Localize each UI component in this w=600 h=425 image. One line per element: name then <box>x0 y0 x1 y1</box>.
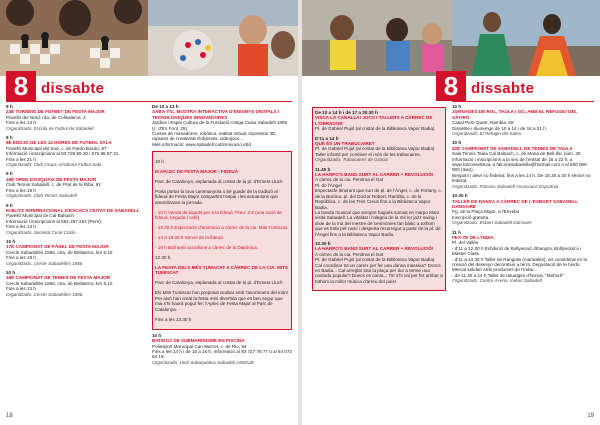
day-name-right: dissabte <box>471 80 535 97</box>
event-item: 11 h FES-TE DE L'ÍNDIA Pl. del Vallès - d'11 a 12.30 h Exhibició de Bollywood, Bhangra, Bollywood a i Màster Class - d'11 a 13.30 h Taller de Rangolis (mandales), art considerat en la creació del desenyo decoratius a terra. Degustació de te hindú. Mercat solidari amb productes de l'Índia... - de 11.30 a 14 h Taller de tatuatges d'henna, "Mehndi" Organitzado: Centre Asena, Indian Sabadell <box>452 229 588 284</box>
event-item: 10 h 52È CAMPIONAT DE SABADELL DE TENNIS DE TAULA Sala Tennis Taula Cal Balsach, c. de Maria de Bell-lloc núm. 35 Informació i inscripcions a la seu de l'entitat de 18 a 22 h, a www.falconsetttcat, a falconssabadella@hotmail.com o al 600 056 960 (Isan). Benjamí i aleví no federat: fins a les 14 h. De 16.30 a 20 h sènior no federat. Organitzado: Falcons Sabadell Associació Esportiva <box>452 140 591 189</box>
page-number-right: 19 <box>587 413 594 419</box>
event-item: 10 h BATEIGS DE SUBMARINISME EN PISCINA Poliesport Municipal Can Marcet, c. de Rio, 54 Fins a les 14 h i de 15 a 18 h. Informació al 93 727 76 77 o al 64 072 64 19. Organitzado: Unió Subaquàtica Sabadell UNISUB <box>152 332 292 365</box>
right-column-1 <box>312 104 446 294</box>
event-item: De 10 a 13 h SABA-TIC, MOSTRA INTERACTIVA D'ENGINYS DIGITALS I TECNOLÒGIQUES INNOVADORES Jardins i Espai Cultura de la Fundació Antiga Caixa Sabadell 1859 (c. d'En Font, 25) Cursos de manadores, robòtica, realitat virtual, impressió 3D, rapsans de creativitat d'objectes, videojocs... Més informació: www.sabadell.cat/innovacio.ebd <box>152 104 288 147</box>
event-item: D'11 a 14 h QUÈ ÉS UN TRABUCAIRE? Pl. de Gabriel Pujol (al costat de la Biblioteca Vapor Badia) Taller infantil per conèixer el món de les trabucaires. Organitzado: Trabucaires de Gràcia <box>315 135 435 163</box>
event-item: 10 h 17È CAMPIONAT DE PÀDEL DE FESTA MAJOR Cercle Sabadellès 1856, ctra. de Bellaterra, km 5,10 Fins a les 18 h Organitzado: Cercle Sabadellès 1856 <box>6 238 113 266</box>
right-column-2 <box>452 104 594 288</box>
left-photo-strip <box>0 0 298 76</box>
day-number-left: 8 <box>6 71 36 101</box>
left-column-1 <box>6 104 144 301</box>
page-number-left: 18 <box>6 413 13 419</box>
right-page <box>302 0 600 425</box>
dancers-photo <box>452 0 600 76</box>
event-item: 10 h 18È CAMPIONAT DE TENNIS DE FESTA MAJOR Cercle Sabadellès 1856, ctra. de Bellaterra, km 5,10 Fins a les 13 h Organitzado: Cercle Sabadellès 1856 <box>6 269 113 297</box>
kids-game-photo <box>148 0 298 76</box>
event-item: 10.30 h TALLER DE DANSA A CÀRREC DE L'ESBART SABADELL DANSAIRE Pg. de la Plaça Major, a l'Envelat Inscripció gratuïta. Organitzado: Esbart Sabadell Dansaire <box>452 193 578 226</box>
event-item: 9 h III BLITZ INTERNACIONAL D'ESCACS CIUTAT DE SABADELL Pavelló Municipal de Cal Balsach Informació i inscripcions al 681 287 254 (Pere). Fins a les 13 h Organitzado: Societat Coral Colón <box>6 202 140 235</box>
event-item: De 10 a 14 h i de 17 a 20.30 h VISCA LA CANALLA! JOCS I TALLERS A CÀRREC DE L'OBRADOR Pl. de Gabriel Pujol (al costat de la Biblioteca Vapor Badia) <box>315 110 435 132</box>
kids-activities-box <box>312 107 446 291</box>
event-item: 9 h 9È EDICIÓ DE LES 12 HORES DE FUTBOL SALA Pavelló Municipal del Sud, c. de Pardo Bazán, 57 Informació i inscripcions al 93 726 59 20 i 675 88 87 21. Fins a les 21 h Organitzado: Club Grups Arrahona Futbol Sala <box>6 135 120 168</box>
aplec-highlight-box: 10 h III APLEC DE FESTA MAJOR - FIDEUÀ Parc de Catalunya, esplanada al costat de la pl. d'Ernest Lluch Porta portar la tova cammanyola o bé guadir de la tradició al fideuà de Festa Major compartint l'espai i les actuacions que amenitzaran la jornada. - 10 h Venda de tiquets per a la fideuà. Preu: 3 € (una ració de fideuà, beguda i cafè). - 12.30 h Espectacle d'animació a càrrec de la cia. Mits Tumiscat. - 14 a 15.30 h Servei de la fideuà. - 16 h Ball amb acordions a càrrec de la Diatònica. 12.30 h LA FESTA DELS MÉS TUMACAT A CÀRREC DE LA CIA. MITS TUMISCAT Parc de Catalunya, esplanada al costat de la pl. d'Ernest Lluch Els Mits Tumiscat han proposat acabar amb l'avorriment del món! Per això han creat la festa més divertida que es ben segur que mai s'hi haurà pogut fer: l'Aplec de Festa Major al Parc de Catalunya. Fins a les 13.30 h <box>152 151 292 329</box>
event-item: 9 h 24È TORNEIG DE FUTBET DE FESTA MAJOR Pavelló del Nord, rda. de Collsalarca, 4 Fins a les 13 h Organitzado: Escola de Futbol de Sabadell <box>6 104 105 131</box>
day-number-right: 8 <box>436 71 466 101</box>
event-item: 11.45 h LA HARPO'S BAND SURT AL CARRER + REVOLUCIÓ! A càrrec de la cia. Penitma el Gat Pl. de l'Àngel Espectacle itinerant que surt de pl. de l'Àngel, c. de Fortuny, c. de la Borrina, pl. del Doctor Robert, Rambla, c. de la República, c. de les Tres Creus fins a la Biblioteca Vapor Badia. La banda musical que sempre hagués somiat en Harpo Marx visita Sabadell. La vitalitat i l'alegria de la mil·lor jazz swing i dixie de la mà del mestre de cerimònies fan bàsic a tothom que es trobi pel camí i desperta recorregut a partir de la pl. de l'Àngel fins a la Biblioteca Vapor Badia. <box>315 166 442 237</box>
left-column-2 <box>152 104 292 369</box>
chess-photo <box>0 0 148 76</box>
event-item: 12.30 h LA HARPO'S BAND SURT AL CARRER + REVOLUCIÓ! A càrrec de la cia. Penitma el Gat Pl. de Gabriel Pujol (al costat de la Biblioteca Vapor Badia) Cal coordinar tot un carrer per fer una dansa massiva? Doncs en Badia... Cal arreglar tota la plaça per dur a terme una cantada popular? Doncs es canta... Tot s'hi val per fer arribar a tothom la millor música d'arreu del país! <box>315 240 443 284</box>
event-item: 10 h JORNADES DE ROL, TAULA I GO, AMB EL REFUGIO DEL SÀTIRO Casal Pere Quart, Rambla, 69 Dissabte i diumenge de 10 a 14 i de 16 a 21 h. Organitzado: El Refugio del Sàtiro <box>452 104 578 137</box>
event-item: 9 h 19È OPEN D'ESQUAIX DE FESTA MAJOR Club Tennis Sabadell, c. de Prat de la Riba, 91 Fins a les 19 h Organitzado: Club Tennis Sabadell <box>6 171 101 199</box>
day-name-left: dissabte <box>41 80 105 97</box>
kids-chalk-photo <box>302 0 452 76</box>
left-page <box>0 0 298 425</box>
header-rule-right <box>452 101 594 102</box>
header-rule-left <box>6 101 292 102</box>
right-photo-strip <box>302 0 600 76</box>
